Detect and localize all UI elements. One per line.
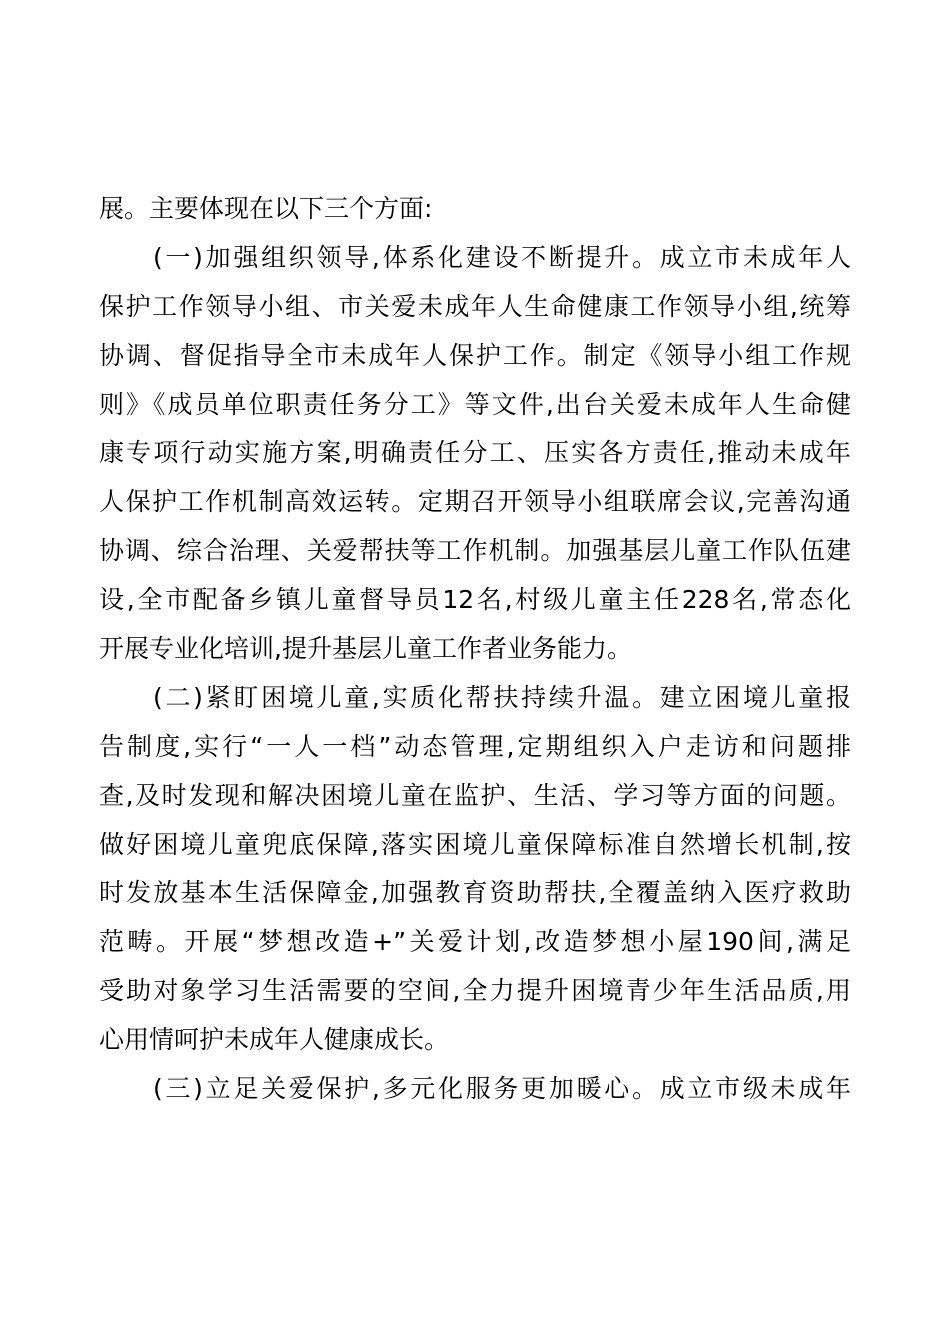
section-heading-line: (三)立足关爱保护,多元化服务更加暖心。成立市级未成年 bbox=[153, 1074, 851, 1104]
text-line: 查,及时发现和解决困境儿童在监护、生活、学习等方面的问题。 bbox=[99, 780, 851, 810]
text-line: 做好困境儿童兜底保障,落实困境儿童保障标准自然增长机制,按 bbox=[99, 829, 851, 859]
text-line: 则》《成员单位职责任务分工》等文件,出台关爱未成年人生命健 bbox=[99, 389, 851, 419]
body-text bbox=[99, 185, 851, 1114]
text-line: 范畴。开展“梦想改造+”关爱计划,改造梦想小屋190间,满足 bbox=[99, 927, 851, 957]
text-line: 告制度,实行“一人一档”动态管理,定期组织入户走访和问题排 bbox=[99, 731, 851, 761]
text-line: 时发放基本生活保障金,加强教育资助帮扶,全覆盖纳入医疗救助 bbox=[99, 878, 851, 908]
text-line: 康专项行动实施方案,明确责任分工、压实各方责任,推动未成年 bbox=[99, 438, 851, 468]
text-line: 人保护工作机制高效运转。定期召开领导小组联席会议,完善沟通 bbox=[99, 487, 851, 517]
text-line: 协调、综合治理、关爱帮扶等工作机制。加强基层儿童工作队伍建 bbox=[99, 536, 851, 566]
text-line: 协调、督促指导全市未成年人保护工作。制定《领导小组工作规 bbox=[99, 340, 851, 370]
section-heading-line: (一)加强组织领导,体系化建设不断提升。成立市未成年人 bbox=[153, 242, 851, 272]
text-line: 心用情呵护未成年人健康成长。 bbox=[99, 1025, 450, 1055]
text-line: 保护工作领导小组、市关爱未成年人生命健康工作领导小组,统筹 bbox=[99, 291, 851, 321]
text-line: 受助对象学习生活需要的空间,全力提升困境青少年生活品质,用 bbox=[99, 976, 851, 1006]
text-line: 展。主要体现在以下三个方面: bbox=[99, 194, 433, 223]
section-heading-line: (二)紧盯困境儿童,实质化帮扶持续升温。建立困境儿童报 bbox=[153, 682, 851, 712]
text-line: 开展专业化培训,提升基层儿童工作者业务能力。 bbox=[99, 634, 632, 664]
text-line: 设,全市配备乡镇儿童督导员12名,村级儿童主任228名,常态化 bbox=[99, 585, 851, 615]
